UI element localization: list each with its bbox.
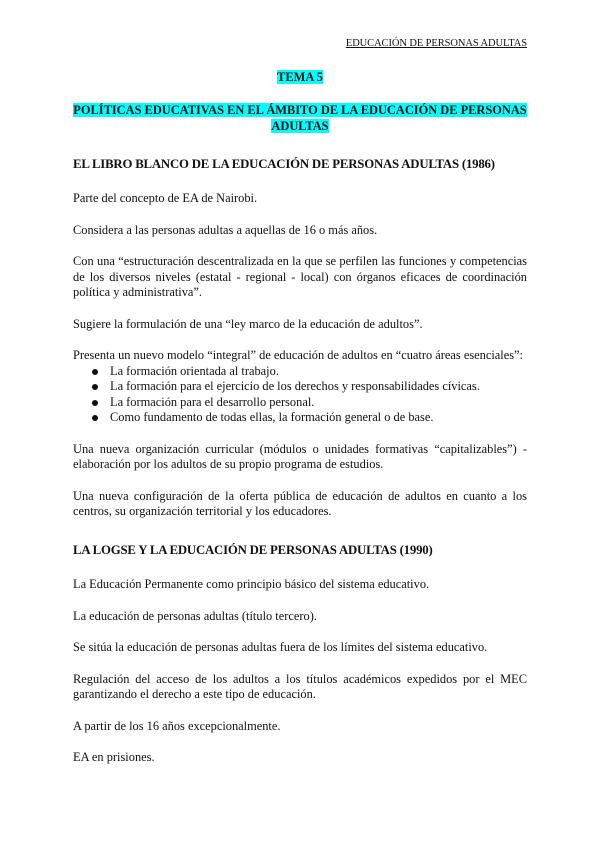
document-title <box>73 102 527 134</box>
paragraph: Regulación del acceso de los adultos a los títulos académicos expedidos por el MEC garantizando el derecho a este tipo de educación. <box>73 671 527 701</box>
list-item-text: Como fundamento de todas ellas, la formación general o de base. <box>110 410 434 424</box>
list-item-text: La formación para el ejercicio de los derechos y responsabilidades cívicas. <box>110 379 480 393</box>
paragraph: Se sitúa la educación de personas adultas fuera de los límites del sistema educativo. <box>73 640 488 654</box>
title-line-1: POLÍTICAS EDUCATIVAS EN EL ÁMBITO DE LA EDUCACIÓN DE PERSONAS <box>73 102 527 117</box>
paragraph: A partir de los 16 años excepcionalmente. <box>73 718 281 733</box>
section-heading-libro-blanco: EL LIBRO BLANCO DE LA EDUCACIÓN DE PERSONAS ADULTAS (1986) <box>73 156 495 171</box>
paragraph: EA en prisiones. <box>73 750 155 764</box>
areas-list <box>73 364 527 426</box>
list-item-text: La formación para el desarrollo personal. <box>110 394 315 409</box>
bullet-icon <box>92 415 98 421</box>
title-line-2: ADULTAS <box>271 118 329 133</box>
paragraph: Una nueva configuración de la oferta pública de educación de adultos en cuanto a los centros, su organización territorial y los educadores. <box>73 488 527 518</box>
section-heading-logse: LA LOGSE Y LA EDUCACIÓN DE PERSONAS ADULTAS (1990) <box>73 542 433 557</box>
bullet-icon <box>92 400 98 406</box>
paragraph: Parte del concepto de EA de Nairobi. <box>73 191 258 205</box>
paragraph: Sugiere la formulación de una “ley marco de la educación de adultos”. <box>73 316 423 331</box>
paragraph: Considera a las personas adultas a aquellas de 16 o más años. <box>73 222 378 237</box>
topic-label <box>73 70 527 86</box>
paragraph: Con una “estructuración descentralizada en la que se perfilen las funciones y competencias de los diversos niveles (estatal - regional - local) con órganos eficaces de coordinación política y administrativa”. <box>73 254 527 299</box>
list-item <box>92 364 527 380</box>
topic-label-text: TEMA 5 <box>277 70 323 84</box>
paragraph: La educación de personas adultas (título tercero). <box>73 608 317 623</box>
running-header: EDUCACIÓN DE PERSONAS ADULTAS <box>345 38 527 49</box>
bullet-icon <box>92 369 98 375</box>
paragraph: Una nueva organización curricular (módulos o unidades formativas “capitalizables”) - elaboración por los adultos de su propio programa de estudios. <box>73 441 527 471</box>
list-item-text: La formación orientada al trabajo. <box>110 363 279 378</box>
page-content <box>73 70 527 766</box>
list-item <box>92 410 527 426</box>
bullet-icon <box>92 384 98 390</box>
paragraph: La Educación Permanente como principio básico del sistema educativo. <box>73 577 430 591</box>
list-item <box>92 395 527 411</box>
list-item <box>92 379 527 395</box>
paragraph: Presenta un nuevo modelo “integral” de educación de adultos en “cuatro áreas esenciales”: <box>73 348 523 362</box>
